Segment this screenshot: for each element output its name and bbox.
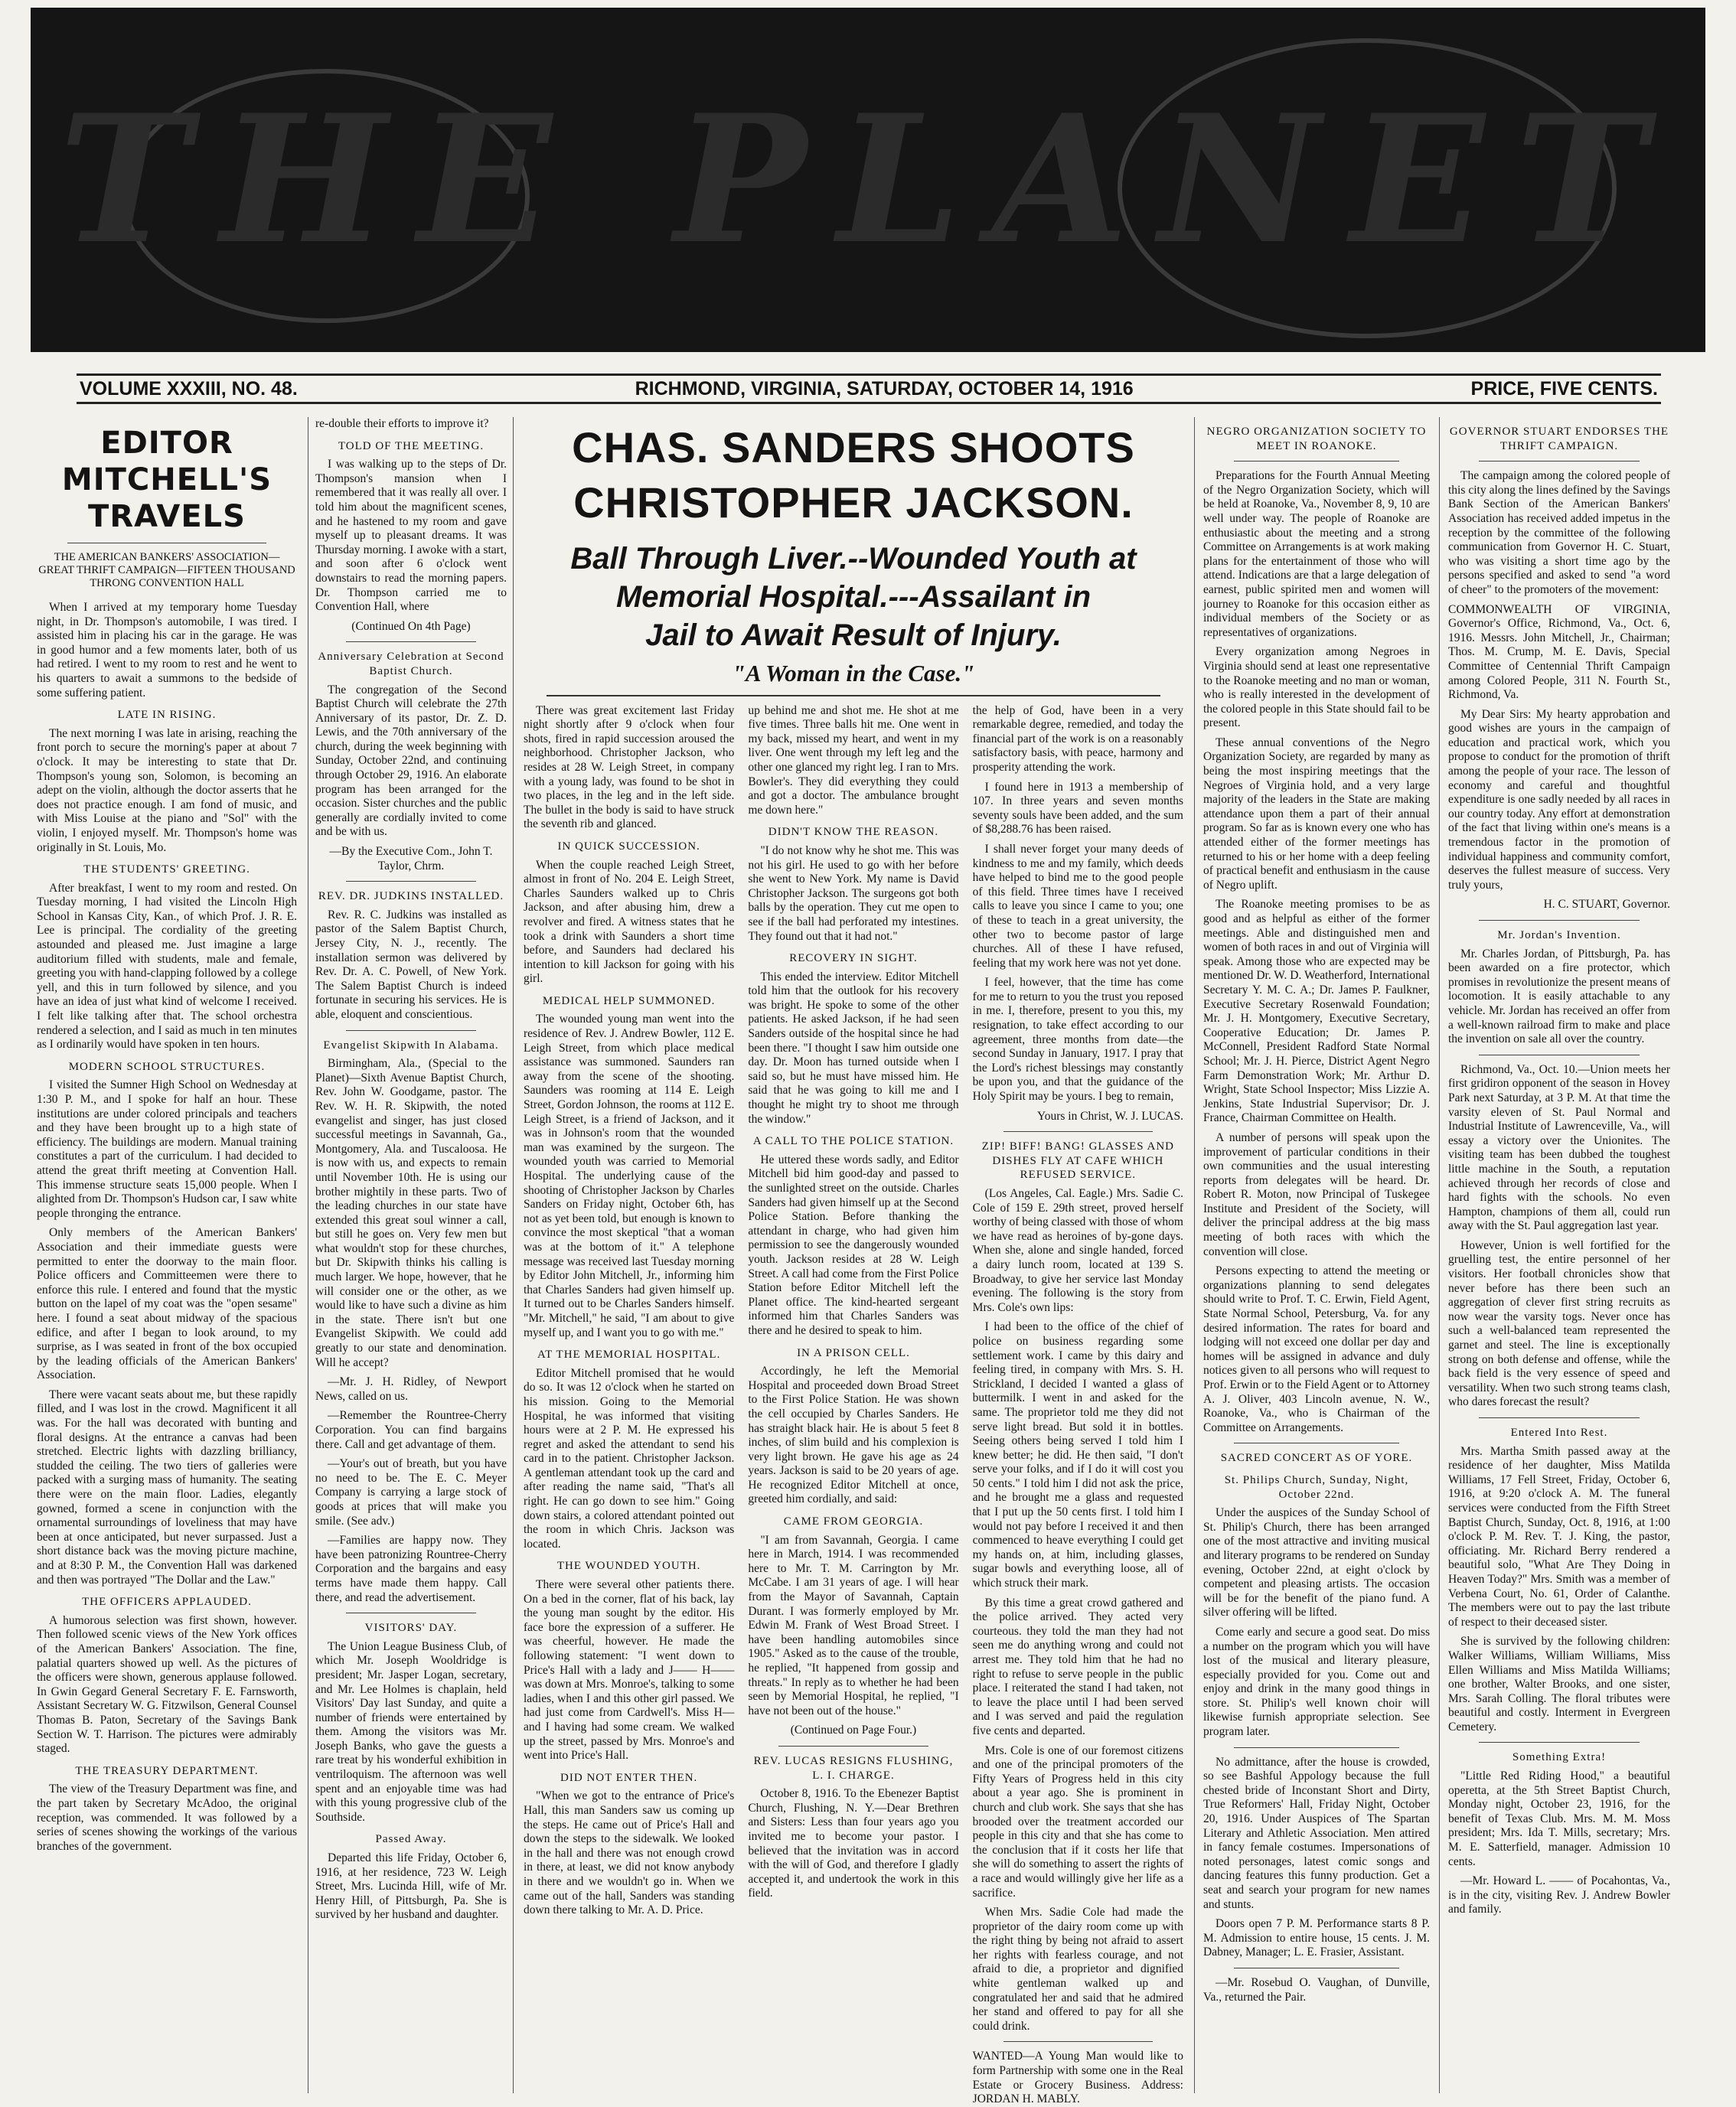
paragraph: The Roanoke meeting promises to be as good and as helpful as either of the former meetings. Able and distinguished men and women of both races in and out of Virginia will speak. Among those who are expected may be mentioned Dr. W. D. Weatherford, International Secretary Y. M. C. A.; Dr. James P. Faulkner, Executive Secretary Rosenwald Foundation; Mr. J. H. Montgomery, Executive Secretary, Cooperative Education; Dr. James P. McConnell, President Radford State Normal School; Mr. J. H. Pierce, District Agent Negro Farm Demonstration Work; Mr. Arthur D. Wright, State School Inspector; Miss Lizzie A. Jenkins, State Industrial Supervisor; Dr. J. France, Chairman Committee on Health.	[1203, 898, 1430, 1125]
section-heading: LATE IN RISING.	[117, 709, 217, 722]
paragraph: Persons expecting to attend the meeting or organizations planning to send delegates should write to Prof. T. C. Erwin, Field Agent, State Normal School, Petersburg, Va. for any desired information. The rates for board and lodging will not exceed one dollar per day and homes will be assigned in advance and duly notices given to all persons who will request to Prof. Erwin or to the Field Agent or to Attorney A. J. Oliver, 403 Lincoln avenue, N. W., Roanoke, Va., who is Chairman of the Committee on Arrangements.	[1203, 1264, 1430, 1434]
section-heading: VISITORS' DAY.	[364, 1622, 458, 1635]
classified-ad: WANTED—A Young Man would like to form Partnership with some one in the Real Estate or Grocery Business. Address: JORDAN H. MABLY.	[972, 2050, 1183, 2106]
paragraph: Doors open 7 P. M. Performance starts 8 P. M. Admission to entire house, 15 cents. J. M. Dabney, Manager; L. E. Frasier, Assistant.	[1203, 1917, 1430, 1959]
section-heading: MODERN SCHOOL STRUCTURES.	[68, 1060, 266, 1073]
paragraph: By this time a great crowd gathered and the police arrived. They acted very courteous. they told the man they had not seen me do anything wrong and could not arrest me. They told him that he had no right to refuse to serve people in the public place. I reiterated the stand I had taken, not to leave the place until I had been served and I was served and paid the regulation five cents and departed.	[972, 1596, 1183, 1737]
section-heading: TOLD OF THE MEETING.	[338, 439, 485, 452]
paragraph: —Mr. J. H. Ridley, of Newport News, called on us.	[315, 1375, 507, 1403]
paragraph: COMMONWEALTH OF VIRGINIA, Governor's Office, Richmond, Va., Oct. 6, 1916. Messrs. John Mitchell, Jr., Chairman; Thos. M. Crump, M. E. Davis, Special Committee of Centennial Thrift Campaign among Colored People, 311 N. Fourth St., Richmond, Va.	[1448, 602, 1670, 702]
paragraph: —Families are happy now. They have been patronizing Rountree-Cherry Corporation and the bargains and easy terms have made them happy. Call there, and read the advertisement.	[315, 1534, 507, 1604]
column-rule	[1439, 417, 1440, 2093]
section-heading: DID NOT ENTER THEN.	[560, 1771, 698, 1784]
paragraph: October 8, 1916. To the Ebenezer Baptist Church, Flushing, N. Y.—Dear Brethren and Sisters: Less than four years ago you invited me to become your pastor. I believed that the invitation was in accord with the will of God, and therefore I gladly accepted it, and undertook the work in this field.	[748, 1787, 959, 1900]
paragraph: —Mr. Howard L. —— of Pocahontas, Va., is in the city, visiting Rev. J. Andrew Bowler and family.	[1448, 1874, 1670, 1916]
paragraph: My Dear Sirs: My hearty approbation and good wishes are yours in the campaign of education and practical work, which you propose to conduct for the promotion of thrift among the people of your race. The lesson of economy and careful and thoughtful expenditure is one sadly needed by all races in our country today. Any effort at demonstration of the fact that living within one's means is a tremendous factor in the promotion of individual happiness and community comfort, deserves the fullest measure of success. Very truly yours,	[1448, 707, 1670, 892]
paragraph: Only members of the American Bankers' Association and their immediate guests were permitted to enter the doorway to the main floor. Police officers and Committeemen were there to enforce this rule. I entered and found that the mystic button on the lapel of my coat was the "open sesame" here. I found a seat about midway of the spacious edifice, and after I began to look around, to my surprise, as I was seated in front of the box occupied by the leading officials of the American Bankers' Association.	[37, 1226, 297, 1382]
place-and-date: RICHMOND, VIRGINIA, SATURDAY, OCTOBER 14, 1916	[635, 377, 1134, 400]
section-heading: Passed Away.	[375, 1833, 447, 1846]
section-heading: MEDICAL HELP SUMMONED.	[542, 994, 716, 1007]
paragraph: No admittance, after the house is crowded, so see Bashful Appology because the full chested bride of Inconstant Short and Dirty, True Reformers' Hall, Friday Night, October 20, 1916. Under Auspices of The Spartan Literary and Athletic Association. Men attired in fancy female costumes. Impersonations of noted personages, latest comic songs and dancing features this funny production. Get a seat and search your program for new names and stunts.	[1203, 1755, 1430, 1911]
column-rule	[513, 417, 514, 2093]
section-heading: Something Extra!	[1512, 1751, 1607, 1764]
section-heading: THE WOUNDED YOUTH.	[556, 1560, 701, 1573]
paragraph: Birmingham, Ala., (Special to the Planet)—Sixth Avenue Baptist Church, Rev. John W. Goodgame, pastor. The Rev. W. H. R. Skipwith, the noted evangelist and singer, has just closed successful meetings in Savannah, Ga., Montgomery, Ala. and Tuscaloosa. He is now with us, and expects to remain until November 10th. He is using our brother mightily in these parts. Two of the leading churches in our state have extended this great soul winner a call, but still he goes on. Very few men but what wouldn't stop for these churches, but Dr. Skipwith thinks his calling is much larger. We hope, however, that he will consider one or the other, as we would like to have such a divine as him in the state. There isn't but one Evangelist Skipwith. We could add greatly to our state and denomination. Will he accept?	[315, 1057, 507, 1369]
paragraph: —Your's out of breath, but you have no need to be. The E. C. Meyer Company is carrying a large stock of goods at prices that will make you smile. (See adv.)	[315, 1457, 507, 1528]
signature: Yours in Christ, W. J. LUCAS.	[1037, 1109, 1183, 1123]
paragraph: —Mr. Rosebud O. Vaughan, of Dunville, Va., returned the Pair.	[1203, 1975, 1430, 2004]
paragraph: A humorous selection was first shown, however. Then followed scenic views of the New York offices of the American Bankers' Association. The fine, palatial quarters showed up well. As the pictures of the officers were shown, generous applause followed. In Gwin Gegard General Secretary F. E. Farnsworth, Assistant Secretary W. G. Fitzwilson, General Counsel Thomas B. Paton, Secretary of the Savings Bank Section W. T. Harrison. The pictures were admirably staged.	[37, 1613, 297, 1756]
column-six	[1203, 417, 1430, 2086]
paragraph: "When we got to the entrance of Price's Hall, this man Sanders saw us coming up the steps. He came out of Price's Hall and down the steps to the sidewalk. We looked in the hall and there was not enough crowd in there, at least, we did not know anybody in there and we wouldn't go in. When we came out of the hall, Sanders was standing down there talking to Mr. A. D. Price.	[524, 1789, 735, 1917]
section-heading: RECOVERY IN SIGHT.	[789, 952, 918, 965]
paragraph: The congregation of the Second Baptist Church will celebrate the 27th Anniversary of its pastor, Dr. Z. D. Lewis, and the 70th anniversary of the church, during the week beginning with Sunday, October 22nd, and continuing through October 29, 1916. An elaborate program has been arranged for the occasion. Sister churches and the public generally are cordially invited to come and be with us.	[315, 683, 507, 839]
paragraph: This ended the interview. Editor Mitchell told him that the outlook for his recovery was bright. He spoke to some of the other patients. He asked Jackson, if he had seen Sanders outside of the hospital since he had been there. "I thought I saw him outside one day. Dr. Moon has turned outside when I said so, but he must have missed him. He said that he was going to kill me and I thought he might try to shoot me through the window."	[748, 970, 959, 1126]
paragraph: She is survived by the following children: Walker Williams, William Williams, Miss Ellen Williams and Miss Matilda Williams; one brother, Walter Brooks, and one sister, Mrs. Sarah Colling. The floral tributes were beautiful and costly. Interment in Evergreen Cemetery.	[1448, 1635, 1670, 1734]
paragraph: "Little Red Riding Hood," a beautiful operetta, at the 5th Street Baptist Church, Monday night, October 23, 1916, for the benefit of Texas Club. Mrs. M. M. Moss president; Mrs. Ida T. Mills, secretary; Mrs. M. E. Satterfield, manager. Admission 10 cents.	[1448, 1769, 1670, 1868]
paragraph: The next morning I was late in arising, reaching the front porch to secure the morning's paper at about 7 o'clock. It may be interesting to state that Dr. Thompson's young son, Solomon, is becoming an adept on the violin, although the doctor asserts that he does not practice enough. I am fond of music, and with Miss Louise at the piano and "Sol" with the violin, I enjoyed myself. Mr. Thompson's home was originally in St. Louis, Mo.	[37, 726, 297, 854]
paragraph: I was walking up to the steps of Dr. Thompson's mansion when I remembered that it was really all over. I told him about the magnificent scenes, and he hastened to my room and gave myself up to pleasant dreams. It was Thursday morning. I awoke with a start, and soon after 6 o'clock went downstairs to read the morning papers. Dr. Thompson carried me to Convention Hall, where	[315, 458, 507, 614]
paragraph: —Remember the Rountree-Cherry Corporation. You can find bargains there. Call and get advantage of them.	[315, 1409, 507, 1451]
section-heading: SACRED CONCERT AS OF YORE.	[1220, 1452, 1413, 1465]
paragraph: When the couple reached Leigh Street, almost in front of No. 204 E. Leigh Street, Charles Saunders walked up to Chris Jackson, and after abusing him, drew a revolver and fired. A witness states that he took a drink with Saunders a short time before, and Saunders had declared his intention to kill Jackson for going with his girl.	[524, 858, 735, 986]
section-heading: ZIP! BIFF! BANG! GLASSES AND DISHES FLY AT CAFE WHICH REFUSED SERVICE.	[981, 1140, 1174, 1182]
section-heading: THE STUDENTS' GREETING.	[83, 863, 250, 876]
price: PRICE, FIVE CENTS.	[1470, 377, 1658, 400]
section-heading: AT THE MEMORIAL HOSPITAL.	[537, 1349, 721, 1362]
section-heading: REV. LUCAS RESIGNS FLUSHING, L. I. CHARGE.	[753, 1754, 954, 1782]
section-heading: THE TREASURY DEPARTMENT.	[75, 1764, 259, 1777]
section-heading: A CALL TO THE POLICE STATION.	[752, 1135, 954, 1148]
paragraph: The Union League Business Club, of which Mr. Joseph Wooldridge is president; Mr. Jasper Logan, secretary, and Mr. Lee Holmes is chaplain, held Visitors' Day last Sunday, and quite a number of friends were entertained by them. Among the visitors was Mr. Joseph Banks, who gave the guests a rare treat by his wonderful exhibition in ventriloquism. The afternoon was well spent and an enjoyable time was had with this young progressive club of the Southside.	[315, 1639, 507, 1824]
deck-line: Jail to Await Result of Injury.	[645, 618, 1062, 652]
paragraph: I visited the Sumner High School on Wednesday at 1:30 P. M., and I spoke for half an hour. These institutions are under colored principals and teachers and they have been brought up to a high state of efficiency. The buildings are modern. Manual training constitutes a part of the curriculum. I had decided to attend the great thrift meeting at Convention Hall. This immense structure seats 15,000 people. When I alighted from Dr. Thompson's Hudson car, I saw white people thronging the entrance.	[37, 1078, 297, 1220]
continued-notice: (Continued on Page Four.)	[790, 1724, 917, 1737]
headline-line: CHAS. SANDERS SHOOTS	[572, 423, 1135, 471]
column-editor-travels	[37, 417, 297, 2086]
paragraph: There were several other patients there. On a bed in the corner, flat of his back, lay the young man sought by the editor. His face bore the expression of a sufferer. He was cheerful, however. He made the following statement: "I went down to Price's Hall with a lady and J—— H—— was down at Mrs. Monroe's, talking to some ladies, when I and this other girl passed. We had just come from Cardwell's. Miss H— and I having had some cream. We walked up the street, passed by Mrs. Monroe's and went into Price's Hall.	[524, 1578, 735, 1763]
masthead-logo: THE PLANET	[59, 77, 1677, 283]
column-two	[315, 417, 507, 2086]
paragraph: When Mrs. Sadie Cole had made the proprietor of the dairy room come up with the right thing by being not afraid to assert her rights with fearless courage, and not afraid to die, a proprietor and dignified white gentleman walked up and congratulated her and said that he admired her stand and offered to pay for all she could drink.	[972, 1906, 1183, 2033]
column-rule	[1194, 417, 1195, 2093]
paragraph: "I am from Savannah, Georgia. I came here in March, 1914. I was recommended here to Mr. T. M. Carrington by Mr. McCabe. I am 31 years of age. I will hear from the Mayor of Savannah, Captain Durant. I was formerly employed by Mr. Edwin M. Frank of West Broad Street. I have been handling automobiles since 1905." Asked as to the cause of the trouble, he replied, "It happened from gossip and threats." In reply as to whether he had been seen by Memorial Hospital, he replied, "I have not been out of the house."	[748, 1533, 959, 1717]
section-heading: NEGRO ORGANIZATION SOCIETY TO MEET IN ROANOKE.	[1206, 426, 1427, 452]
paragraph: There were vacant seats about me, but these rapidly filled, and I was lost in the crowd. Magnificent it all was. For the hall was decorated with bunting and floral designs. At the entrance a canvas had been stretched. Electric lights with dazzling brilliancy, studded the ceiling. The two tiers of galleries were packed with a surging mass of humanity. The seating there were on the main floor. Ladies, elegantly gowned, formed a scene in conjunction with the ornamental surroundings of loveliness that may have been at once anticipated, but never surpassed. Just a short distance back was the moving picture machine, and at 8:30 P. M., the Convention Hall was darkened and then was portrayed "The Dollar and the Law."	[37, 1388, 297, 1587]
masthead-banner	[31, 8, 1705, 352]
paragraph: I found here in 1913 a membership of 107. In three years and seven months seventy souls have been added, and the sum of $8,288.76 has been raised.	[972, 780, 1183, 837]
paragraph: (Los Angeles, Cal. Eagle.) Mrs. Sadie C. Cole of 159 E. 29th street, proved herself worthy of being classed with those of whom we have read as heroines of by-gone days. When she, alone and single handed, forced a dairy lunch room, located at 139 S. Broadway, to give her service last Monday evening. The following is the story from Mrs. Cole's own lips:	[972, 1187, 1183, 1314]
signature: —By the Executive Com., John T. Taylor, Chrm.	[329, 845, 493, 872]
section-heading: GOVERNOR STUART ENDORSES THE THRIFT CAMPAIGN.	[1449, 426, 1669, 452]
story-column	[972, 703, 1183, 2106]
paragraph: Under the auspices of the Sunday School of St. Philip's Church, there has been arranged one of the most attractive and inviting musical and literary programs to be rendered on Sunday evening, October 22nd, at eight o'clock by competent and pleasing artists. The occasion will be for the benefit of the piano fund. A silver offering will be lifted.	[1203, 1506, 1430, 1619]
paragraph: re-double their efforts to improve it?	[315, 417, 489, 430]
section-heading: IN A PRISON CELL.	[797, 1346, 910, 1359]
continued-notice: (Continued On 4th Page)	[351, 619, 471, 633]
story-kicker: "A Woman in the Case."	[732, 660, 975, 687]
story-deck	[524, 540, 1183, 654]
deck-line: Memorial Hospital.---Assailant in	[615, 580, 1092, 614]
section-heading: DIDN'T KNOW THE REASON.	[768, 826, 939, 839]
paragraph: The wounded young man went into the residence of Rev. J. Andrew Bowler, 112 E. Leigh Street, from which place medical assistance was summoned. Saunders ran away from the scene of the shooting. Saunders was rooming at 114 E. Leigh Street, Gordon Johnson, the rooms at 112 E. Leigh Street, is a friend of Jackson, and it was in Johnson's room that the wounded man was examined by the surgeon. The wounded youth was carried to Memorial Hospital. The underlying cause of the shooting of Christopher Jackson by Charles Sanders on Friday night, October 6th, has not as yet been told, but enough is known to convince the most skeptical "that a woman was at the bottom of it." A telephone message was received last Tuesday morning by Editor John Mitchell, Jr., informing him that Charles Sanders had given himself up. It turned out to be Charles Sanders himself. "Mr. Mitchell," he said, "I am about to give myself up, and I want you to go with me."	[524, 1013, 735, 1339]
section-heading: REV. DR. JUDKINS INSTALLED.	[318, 890, 504, 903]
paragraph: Preparations for the Fourth Annual Meeting of the Negro Organization Society, which will be held at Roanoke, Va., November 8, 9, 10 are well under way. The people of Roanoke are enthusiastic about the meeting and a strong Committee on Arrangements is at work making plans for the entertainment of those who will attend. Indications are that a large delegation of earnest, public spirited men and women will journey to Roanoke for this occasion either as individual members of the Society or as representatives of organizations.	[1203, 469, 1430, 639]
paragraph: Editor Mitchell promised that he would do so. It was 12 o'clock when he started on his mission. Going to the Memorial Hospital, he was informed that visiting hours were at 2 P. M. He expressed his regret and asked the attendant to send his card in to the patient. Christopher Jackson. A gentleman attendant took up the card and after reading the name said, "That's all right. He can go down to see him." Going down stairs, a colored attendant pointed out the room in which Chris. Jackson was located.	[524, 1366, 735, 1551]
paragraph: Rev. R. C. Judkins was installed as pastor of the Salem Baptist Church, Jersey City, N. J., recently. The installation sermon was delivered by Rev. Dr. A. C. Powell, of New York. The Salem Baptist Church is indeed fortunate in securing his services. He is able, eloquent and conscientious.	[315, 908, 507, 1021]
paragraph: Every organization among Negroes in Virginia should send at least one representative to the Roanoke meeting and no man or woman, who is really interested in the development of the colored people in this State should fail to be present.	[1203, 645, 1430, 730]
paragraph: When I arrived at my temporary home Tuesday night, in Dr. Thompson's automobile, I was tired. I assisted him in placing his car in the garage. He was in good humor and a few moments later, both of us had retired. I went to my room to rest and he went to his quarters to await a summons to the bedside of some suffering patient.	[37, 601, 297, 700]
main-story	[524, 417, 1183, 2106]
section-heading: THE OFFICERS APPLAUDED.	[82, 1596, 252, 1609]
paragraph: A number of persons will speak upon the improvement of particular conditions in their own communities and the usual interesting reports from delegates will be heard. Dr. Robert R. Moton, now Principal of Tuskegee Institute and President of the Society, will deliver the principal address at the big mass meeting of both races with which the convention will close.	[1203, 1130, 1430, 1258]
section-subheading: St. Philips Church, Sunday, Night, October 22nd.	[1224, 1473, 1409, 1501]
paragraph: I had been to the office of the chief of police on business regarding some settlement work. I came by this dairy and feeling tired, in company with Mrs. S. H. Strickland, I decided I wanted a glass of buttermilk. I went in and asked for the same. The proprietor told me they did not serve light bread. But sold it in bottles. Seeing others being served I told him I knew better; he did. He then said, "I don't serve your folks, and if I do it will cost you 50 cents." I told him I did not ask the price, and he brought me a glass and requested that I put up the 50 cents first. I told him I would not pay before I received it and then commenced to heave everything I could get my hands on, at him, including glasses, sugar bowls and everything loose, all of which struck their mark.	[972, 1320, 1183, 1590]
paragraph: However, Union is well fortified for the gruelling test, the entire personnel of her visitors. Her football chronicles show that never before has there been such an aggregation of clever first string recruits as now wear the varsity togs. Never once has such a well-balanced team represented the garnet and steel. The line is exceptionally strong on both defense and offense, while the back field is the very essence of speed and versatility. When two such strong teams clash, who dares forecast the result?	[1448, 1238, 1670, 1409]
paragraph: Come early and secure a good seat. Do miss a number on the program which you will have lost of the musical and literary pleasure, especially provided for you. Come out and enjoy and drink in the many good things in store. St. Philip's well known choir will likewise furnish appropriate selection. See program later.	[1203, 1625, 1430, 1739]
headline-line: CHRISTOPHER JACKSON.	[573, 478, 1134, 527]
volume-number: VOLUME XXXIII, NO. 48.	[80, 377, 298, 400]
paragraph: He uttered these words sadly, and Editor Mitchell bid him good-day and passed to the sunlighted street on the outside. Charles Sanders had given himself up at the Second Police Station. Before thanking the attendant in charge, who had given him permission to see the dangerously wounded youth. Jackson resides at 28 W. Leigh Street. A call had come from the First Police Station before Editor Mitchell left the Planet office. The kind-hearted sergeant informed him that Charles Sanders was there and he desired to speak to him.	[748, 1153, 959, 1337]
section-heading: IN QUICK SUCCESSION.	[557, 840, 700, 853]
paragraph: the help of God, have been in a very remarkable degree, remedied, and today the financial part of the work is on a reasonably satisfactory basis, with peace, harmony and prosperity attending the work.	[972, 703, 1183, 774]
paragraph: These annual conventions of the Negro Organization Society, are regarded by many as being the most inspiring meetings that the Negroes of Virginia hold, and a very large majority of the leaders in the State are making attendance upon them a part of their annual program. So far as is known every one who has attended either of the former meetings has returned to his or her home with a deep feeling of practical benefit and enthusiasm in the cause of Negro uplift.	[1203, 735, 1430, 892]
section-heading: Anniversary Celebration at Second Baptist Church.	[318, 651, 504, 677]
story-column	[748, 704, 958, 1936]
paragraph: The campaign among the colored people of this city along the lines defined by the Savings Bank Section of the American Bankers' Association has received added impetus in the reception by the committee of the following communication from Governor H. C. Stuart, who was visiting a short time ago by the persons specified and asked to send "a word of cheer" to the promoters of the movement:	[1448, 469, 1670, 596]
deck-line: Ball Through Liver.--Wounded Youth at	[570, 542, 1137, 576]
section-heading: Evangelist Skipwith In Alabama.	[323, 1039, 499, 1052]
dateline-bar	[77, 373, 1661, 404]
paragraph: I feel, however, that the time has come for me to return to you the trust you reposed in me. I, therefore, present to you this, my resignation, to take effect according to our agreement, three months from date—the second Sunday in January, 1917. I pray that the Lord's richest blessings may constantly be upon you, and that the guidance of the Holy Spirit may be yours. I beg to remain,	[972, 976, 1183, 1104]
story-column	[524, 704, 734, 1936]
article-subhead: THE AMERICAN BANKERS' ASSOCIATION—GREAT THRIFT CAMPAIGN—FIFTEEN THOUSAND THRONG CONVENTION HALL	[38, 551, 295, 589]
story-columns	[524, 703, 1183, 2106]
paragraph: Richmond, Va., Oct. 10.—Union meets her first gridiron opponent of the season in Hovey Park next Saturday, at 3 P. M. At that time the varsity eleven of St. Paul Normal and Industrial Institute of Lawrenceville, Va., will essay a victory over the Unionites. The visiting team has been dubbed the toughest little machine in the South, a reputation achieved through her records of close and hard fights with the schools. No even Hampton, champions of them all, could run away with the St. Paul aggregation last year.	[1448, 1062, 1670, 1233]
paragraph: After breakfast, I went to my room and rested. On Tuesday morning, I had visited the Lincoln High School in Kansas City, Kan., of which Prof. J. R. E. Lee is principal. The cordiality of the greeting astounded and pleased me. Just imagine a large auditorium filled with students, male and female, greeting you with hand-clapping followed by a college yell, and this in turn followed by silence, and you have an idea of just what kind of welcome I received. I felt like talking after that. The school orchestra rendered a selection, and I said as much in ten minutes as I ordinarily would have spoken in ten hours.	[37, 881, 297, 1052]
paragraph: Accordingly, he left the Memorial Hospital and proceeded down Broad Street to the First Police Station. He was shown the cell occupied by Charles Sanders. He has straight black hair. He is about 5 feet 8 inches, of slim build and his complexion is very light brown. He gave his age as 24 years. Jackson is said to be 20 years of age. He recognized Editor Mitchell at once, greeted him cordially, and said:	[748, 1365, 959, 1506]
paragraph: Mrs. Martha Smith passed away at the residence of her daughter, Miss Matilda Williams, 17 Fell Street, Friday, October 6, 1916, at 9:20 o'clock A. M. The funeral services were conducted from the Fifth Street Baptist Church, Sunday, Oct. 8, 1916, at 1:00 o'clock P. M. Rev. T. J. King, the pastor, officiating. Mr. Richard Berry rendered a beautiful solo, "What Are They Doing in Heaven Today?" Mrs. Smith was a member of Verbena Court, No. 61, Order of Calanthe. The members were out to pay the last tribute of respect to their deceased sister.	[1448, 1444, 1670, 1629]
paragraph: up behind me and shot me. He shot at me five times. Three balls hit me. One went in my back, missed my heart, and went in my liver. One went through my left leg and the other one glanced my right leg. I ran to Mrs. Bowler's. They did everything they could and got a doctor. The ambulance brought me down here."	[748, 703, 959, 817]
paragraph: "I do not know why he shot me. This was not his girl. He used to go with her before she went to New York. My name is David Christopher Jackson. The surgeons got both balls by the operation. They cut me open to see if the ball had perforated my intestines. They found out that it had not."	[748, 843, 959, 943]
section-heading: Mr. Jordan's Invention.	[1497, 929, 1621, 941]
paragraph: There was great excitement last Friday night shortly after 9 o'clock when four shots, fired in rapid succession aroused the neighborhood. Christopher Jackson, who resides at 28 W. Leigh Street, in company with a young lady, was found to be shot in two places, in the leg and in the left side. The bullet in the body is said to have struck the seventh rib and glanced.	[524, 703, 735, 831]
paragraph: Mr. Charles Jordan, of Pittsburgh, Pa. has been awarded on a fire protector, which promises in revolutionize the present means of locomotion. It is easily attachable to any vehicle. Mr. Jordan has received an offer from a well-known railroad firm to make and place the invention on sale all over the country.	[1448, 947, 1670, 1046]
paragraph: The view of the Treasury Department was fine, and the part taken by Secretary McAdoo, the original reception, was commended. It was followed by a series of scenes showing the workings of the various branches of the government.	[37, 1782, 297, 1853]
section-heading: CAME FROM GEORGIA.	[783, 1515, 924, 1528]
section-heading: Entered Into Rest.	[1510, 1427, 1608, 1439]
paragraph: Departed this life Friday, October 6, 1916, at her residence, 723 W. Leigh Street, Mrs. Lucinda Hill, wife of Mr. Henry Hill, of Pittsburgh, Pa. She is survived by her husband and daughter.	[315, 1851, 507, 1922]
column-seven	[1448, 417, 1670, 2086]
paragraph: Mrs. Cole is one of our foremost citizens and one of the principal promoters of the Fifty Years of Progress held in this city about a year ago. She is prominent in church and club work. She says that she has brooded over the treatment accorded our people in this city and that she has come to the conclusion that if it costs her life that she will do something to assert the rights of a race and would willingly give her life as a sacrifice.	[972, 1743, 1183, 1900]
signature: H. C. STUART, Governor.	[1543, 898, 1670, 912]
article-title: EDITOR MITCHELL'S TRAVELS	[61, 426, 272, 534]
paragraph: I shall never forget your many deeds of kindness to me and my family, which deeds have helped to bind me to the good people of this field. Three times have I received calls to leave you since I came to you; one of these to teach in a great university, the other two to become pastor of large churches. All of these I have refused, feeling that my work here was not yet done.	[972, 842, 1183, 970]
